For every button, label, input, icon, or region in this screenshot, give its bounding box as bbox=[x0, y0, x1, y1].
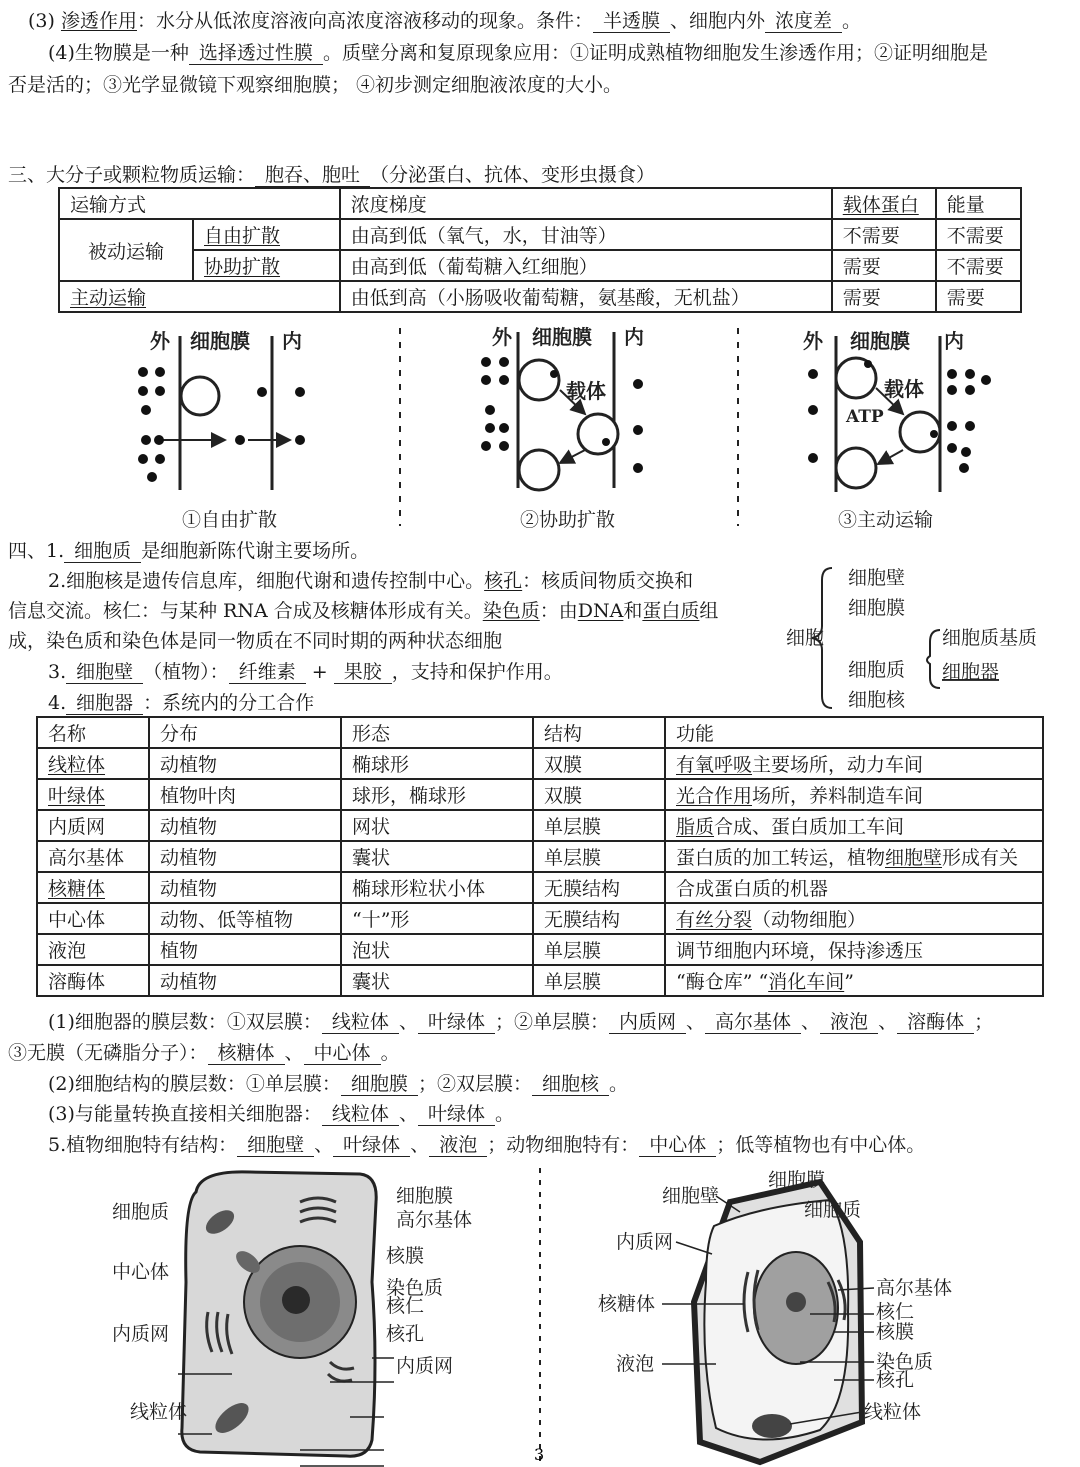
organelle-shape: 椭球形 bbox=[341, 748, 533, 779]
table-cell: 不需要 bbox=[936, 250, 1021, 281]
label-outer: 外 bbox=[803, 329, 823, 353]
para-biomembrane bbox=[48, 38, 988, 65]
organelle-function bbox=[665, 841, 1043, 872]
transport-table bbox=[58, 187, 1022, 313]
plant-label-er: 内质网 bbox=[616, 1231, 674, 1253]
organelle-struct: 单层膜 bbox=[533, 841, 665, 872]
page-number: 3 bbox=[534, 1445, 545, 1464]
table-cell: 由高到低（氧气，水，甘油等） bbox=[340, 219, 832, 250]
organelle-struct: 无膜结构 bbox=[533, 872, 665, 903]
organelle-table-header: 功能 bbox=[665, 717, 1043, 748]
organelle-dist: 动植物 bbox=[149, 841, 341, 872]
plant-cell bbox=[694, 1182, 862, 1462]
organelle-name bbox=[37, 903, 149, 934]
organelle-row bbox=[37, 965, 1043, 996]
para-cytoplasm bbox=[8, 536, 369, 563]
animal-label-er-right: 内质网 bbox=[396, 1355, 454, 1377]
text: ；②双层膜： bbox=[417, 1073, 532, 1095]
table-cell: 被动运输 bbox=[59, 219, 193, 281]
tree-membrane: 细胞膜 bbox=[848, 597, 906, 619]
plant-label-nucleolus: 核仁 bbox=[876, 1301, 915, 1323]
text: 。 bbox=[380, 1042, 400, 1064]
tree-nucleus: 细胞核 bbox=[848, 689, 906, 711]
answer-blank: 细胞壁 bbox=[66, 662, 143, 684]
label-membrane: 细胞膜 bbox=[532, 325, 592, 349]
text: 、 bbox=[686, 1011, 706, 1033]
text: 和 bbox=[623, 600, 643, 622]
table-cell: 需要 bbox=[832, 281, 936, 312]
plant-label-mitochondria: 线粒体 bbox=[864, 1401, 922, 1423]
text: “酶仓库” “ bbox=[676, 971, 769, 993]
label-membrane: 细胞膜 bbox=[850, 329, 910, 353]
text: (1)细胞器的膜层数：①双层膜： bbox=[48, 1011, 322, 1033]
text: ③无膜（无磷脂分子）： bbox=[8, 1042, 208, 1064]
animal-label-cytoplasm: 细胞质 bbox=[112, 1201, 170, 1223]
animal-label-er: 内质网 bbox=[112, 1323, 170, 1345]
text: ：由 bbox=[539, 600, 578, 622]
answer-blank: 细胞质 bbox=[64, 541, 141, 563]
text: 四、1. bbox=[8, 540, 65, 562]
answer-blank: 半透膜 bbox=[593, 11, 670, 33]
tree-matrix: 细胞质基质 bbox=[942, 627, 1038, 649]
animal-label-pore: 核孔 bbox=[386, 1323, 425, 1345]
para-organelles bbox=[48, 688, 314, 715]
text: (3)与能量转换直接相关细胞器： bbox=[48, 1103, 322, 1125]
text: 自由扩散 bbox=[204, 225, 281, 247]
table-cell bbox=[193, 250, 340, 281]
text: 调节细胞内环境，保持渗透压 bbox=[676, 940, 924, 962]
text: ，支持和保护作用。 bbox=[391, 661, 563, 683]
organelle-name bbox=[37, 810, 149, 841]
organelle-shape: 囊状 bbox=[341, 965, 533, 996]
organelle-table-header: 分布 bbox=[149, 717, 341, 748]
text: 消化车间 bbox=[768, 971, 845, 993]
plant-label-chromatin: 染色质 bbox=[876, 1351, 934, 1373]
term-osmosis: 渗透作用 bbox=[60, 10, 137, 32]
text: 主要场所，动力车间 bbox=[752, 754, 924, 776]
organelle-name bbox=[37, 841, 149, 872]
caption-active-transport: ③主动运输 bbox=[838, 509, 934, 530]
text: 液泡 bbox=[48, 940, 87, 962]
answer-blank: 叶绿体 bbox=[418, 1104, 495, 1126]
animal-label-nucleolus: 核仁 bbox=[386, 1295, 425, 1317]
animal-label-centrosome: 中心体 bbox=[112, 1261, 170, 1283]
text: 合成、蛋白质加工车间 bbox=[714, 816, 905, 838]
organelle-table-header: 形态 bbox=[341, 717, 533, 748]
organelle-row bbox=[37, 810, 1043, 841]
text: 协助扩散 bbox=[204, 256, 281, 278]
answer-blank: 细胞壁 bbox=[237, 1135, 314, 1157]
label-membrane: 细胞膜 bbox=[190, 329, 250, 353]
label-outer: 外 bbox=[492, 325, 512, 349]
text: 。 bbox=[494, 1103, 514, 1125]
organelle-function bbox=[665, 903, 1043, 934]
text: 、 bbox=[801, 1011, 821, 1033]
transport-diagrams bbox=[0, 318, 1080, 530]
organelle-table-header: 结构 bbox=[533, 717, 665, 748]
answer-blank: 中心体 bbox=[304, 1043, 381, 1065]
answer-blank: 果胶 bbox=[334, 662, 392, 684]
text: （动物细胞） bbox=[752, 909, 867, 931]
text: 细胞壁 bbox=[885, 847, 943, 869]
text: 、 bbox=[314, 1134, 334, 1156]
text: ：水分从低浓度溶液向高浓度溶液移动的现象。条件： bbox=[136, 10, 593, 32]
text: 蛋白质的加工转运，植物 bbox=[676, 847, 886, 869]
text: 信息交流。核仁：与某种 RNA 合成及核糖体形成有关。 bbox=[8, 600, 483, 622]
table-cell: 不需要 bbox=[832, 219, 936, 250]
answer-blank: 核糖体 bbox=[208, 1043, 285, 1065]
organelle-struct: 单层膜 bbox=[533, 934, 665, 965]
text: 高尔基体 bbox=[48, 847, 125, 869]
organelle-dist: 动物、低等植物 bbox=[149, 903, 341, 934]
text: 中心体 bbox=[48, 909, 106, 931]
text: 、 bbox=[398, 1103, 418, 1125]
organelle-function bbox=[665, 965, 1043, 996]
note-membrane-layers bbox=[48, 1007, 993, 1034]
table-cell: 不需要 bbox=[936, 219, 1021, 250]
organelle-table bbox=[36, 716, 1044, 997]
organelle-row bbox=[37, 903, 1043, 934]
label-inner: 内 bbox=[944, 329, 964, 353]
text: 线粒体 bbox=[48, 754, 106, 776]
text: + bbox=[311, 661, 328, 683]
answer-blank: 溶酶体 bbox=[897, 1012, 974, 1034]
answer-blank: 胞吞、胞吐 bbox=[255, 165, 370, 187]
answer-blank: 浓度差 bbox=[765, 11, 842, 33]
label-atp: ATP bbox=[846, 407, 884, 427]
section-heading-macromolecule bbox=[8, 160, 655, 187]
answer-blank: 选择透过性膜 bbox=[189, 43, 323, 65]
text: 有氧呼吸 bbox=[676, 754, 753, 776]
organelle-dist: 植物叶肉 bbox=[149, 779, 341, 810]
organelle-shape: 椭球形粒状小体 bbox=[341, 872, 533, 903]
text: (4)生物膜是一种 bbox=[48, 42, 189, 64]
text: 。 bbox=[608, 1073, 628, 1095]
plant-label-wall: 细胞壁 bbox=[662, 1185, 720, 1207]
text: (2)细胞结构的膜层数：①单层膜： bbox=[48, 1073, 341, 1095]
text: ：核质间物质交换和 bbox=[522, 570, 694, 592]
answer-blank: 高尔基体 bbox=[705, 1012, 801, 1034]
para-biomembrane-line2: 否是活的；③光学显微镜下观察细胞膜； ④初步测定细胞液浓度的大小。 bbox=[8, 74, 623, 96]
table-cell: 由低到高（小肠吸收葡萄糖，氨基酸，无机盐） bbox=[340, 281, 832, 312]
text: 。 bbox=[842, 10, 862, 32]
tree-cytoplasm: 细胞质 bbox=[848, 659, 906, 681]
text: 场所，养料制造车间 bbox=[752, 785, 924, 807]
animal-label-chromatin: 染色质 bbox=[386, 1277, 444, 1299]
animal-cell bbox=[178, 1172, 394, 1467]
organelle-shape: 网状 bbox=[341, 810, 533, 841]
plant-label-golgi: 高尔基体 bbox=[876, 1277, 953, 1299]
table-header: 运输方式 bbox=[59, 188, 340, 219]
answer-blank: 线粒体 bbox=[322, 1104, 399, 1126]
text: 形成有关 bbox=[942, 847, 1019, 869]
text: 、 bbox=[410, 1134, 430, 1156]
organelle-row bbox=[37, 872, 1043, 903]
text: 4. bbox=[48, 692, 67, 714]
text: 、 bbox=[284, 1042, 304, 1064]
plant-label-ribosome: 核糖体 bbox=[598, 1293, 656, 1315]
para-nucleus bbox=[48, 566, 693, 593]
text: 5.植物细胞特有结构： bbox=[48, 1134, 238, 1156]
note-energy-organelles bbox=[48, 1099, 514, 1126]
answer-blank: 细胞器 bbox=[66, 693, 143, 715]
answer-blank: 细胞核 bbox=[532, 1074, 609, 1096]
table-cell bbox=[59, 281, 340, 312]
term-chromatin: 染色质 bbox=[482, 600, 540, 622]
answer-blank: 液泡 bbox=[820, 1012, 878, 1034]
organelle-shape: 球形，椭球形 bbox=[341, 779, 533, 810]
organelle-struct: 无膜结构 bbox=[533, 903, 665, 934]
table-cell: 由高到低（葡萄糖入红细胞） bbox=[340, 250, 832, 281]
organelle-name bbox=[37, 965, 149, 996]
organelle-dist: 植物 bbox=[149, 934, 341, 965]
table-cell: 需要 bbox=[832, 250, 936, 281]
organelle-struct: 双膜 bbox=[533, 779, 665, 810]
tree-root: 细胞 bbox=[786, 627, 825, 649]
text: ：系统内的分工合作 bbox=[143, 692, 315, 714]
para-cell-wall bbox=[48, 657, 563, 684]
text: 2.细胞核是遗传信息库，细胞代谢和遗传控制中心。 bbox=[48, 570, 485, 592]
animal-label-mitochondria: 线粒体 bbox=[130, 1401, 188, 1423]
text: 、 bbox=[878, 1011, 898, 1033]
animal-label-nuclear-membrane: 核膜 bbox=[386, 1245, 425, 1267]
plant-label-cytoplasm: 细胞质 bbox=[804, 1199, 862, 1221]
note-no-membrane bbox=[8, 1038, 400, 1065]
organelle-dist: 动植物 bbox=[149, 748, 341, 779]
label-outer: 外 bbox=[150, 329, 170, 353]
organelle-dist: 动植物 bbox=[149, 810, 341, 841]
table-cell bbox=[193, 219, 340, 250]
organelle-shape: 泡状 bbox=[341, 934, 533, 965]
text: ；低等植物也有中心体。 bbox=[716, 1134, 926, 1156]
text: 是细胞新陈代谢主要场所。 bbox=[141, 540, 370, 562]
text: 主动运输 bbox=[70, 287, 147, 309]
organelle-function bbox=[665, 779, 1043, 810]
cell-structure-tree bbox=[780, 560, 1070, 720]
text: 核糖体 bbox=[48, 878, 106, 900]
text: ；②单层膜： bbox=[494, 1011, 609, 1033]
caption-free-diffusion: ①自由扩散 bbox=[182, 509, 278, 530]
organelle-function bbox=[665, 934, 1043, 965]
caption-facilitated-diffusion: ②协助扩散 bbox=[520, 509, 616, 530]
label-carrier: 载体 bbox=[884, 377, 924, 401]
text: 合成蛋白质的机器 bbox=[676, 878, 829, 900]
text: （植物）： bbox=[143, 661, 229, 683]
text: 组 bbox=[699, 600, 719, 622]
organelle-function bbox=[665, 872, 1043, 903]
answer-blank: 纤维素 bbox=[229, 662, 306, 684]
organelle-row bbox=[37, 779, 1043, 810]
text: 3. bbox=[48, 661, 67, 683]
text: 、细胞内外 bbox=[670, 10, 766, 32]
organelle-struct: 双膜 bbox=[533, 748, 665, 779]
animal-label-golgi: 高尔基体 bbox=[396, 1209, 473, 1231]
text: 脂质 bbox=[676, 816, 715, 838]
answer-blank: 内质网 bbox=[609, 1012, 686, 1034]
label-carrier: 载体 bbox=[566, 379, 606, 403]
organelle-row bbox=[37, 841, 1043, 872]
organelle-row bbox=[37, 748, 1043, 779]
organelle-struct: 单层膜 bbox=[533, 810, 665, 841]
text: ；动物细胞特有： bbox=[487, 1134, 640, 1156]
organelle-name bbox=[37, 748, 149, 779]
tree-organelle: 细胞器 bbox=[942, 661, 1000, 683]
plant-label-pore: 核孔 bbox=[876, 1369, 915, 1391]
organelle-dist: 动植物 bbox=[149, 965, 341, 996]
table-header: 能量 bbox=[936, 188, 1021, 219]
table-header bbox=[832, 188, 936, 219]
plant-label-membrane: 细胞膜 bbox=[768, 1169, 826, 1191]
text: 内质网 bbox=[48, 816, 106, 838]
tree-wall: 细胞壁 bbox=[848, 567, 906, 589]
cell-illustrations bbox=[0, 1162, 1080, 1467]
organelle-name bbox=[37, 872, 149, 903]
answer-blank: 线粒体 bbox=[322, 1012, 399, 1034]
organelle-shape: 囊状 bbox=[341, 841, 533, 872]
organelle-row bbox=[37, 934, 1043, 965]
text: 溶酶体 bbox=[48, 971, 106, 993]
organelle-shape: “十”形 bbox=[341, 903, 533, 934]
table-header: 浓度梯度 bbox=[340, 188, 832, 219]
answer-blank: 细胞膜 bbox=[341, 1074, 418, 1096]
animal-label-membrane: 细胞膜 bbox=[396, 1185, 454, 1207]
answer-blank: 叶绿体 bbox=[333, 1135, 410, 1157]
text: （分泌蛋白、抗体、变形虫摄食） bbox=[370, 164, 656, 186]
text: ； bbox=[974, 1011, 994, 1033]
organelle-name bbox=[37, 779, 149, 810]
plant-label-vacuole: 液泡 bbox=[616, 1353, 655, 1375]
para-nucleus-2 bbox=[8, 596, 718, 623]
note-cell-structure-layers bbox=[48, 1069, 628, 1096]
organelle-struct: 单层膜 bbox=[533, 965, 665, 996]
item-number: (3) bbox=[28, 10, 55, 32]
para-osmosis bbox=[28, 6, 861, 33]
organelle-dist: 动植物 bbox=[149, 872, 341, 903]
text: 有丝分裂 bbox=[676, 909, 753, 931]
text: 叶绿体 bbox=[48, 785, 106, 807]
term-protein: 蛋白质 bbox=[642, 600, 700, 622]
plant-label-nuclear-membrane: 核膜 bbox=[876, 1321, 915, 1343]
text: 光合作用 bbox=[676, 785, 753, 807]
answer-blank: 液泡 bbox=[429, 1135, 487, 1157]
label-inner: 内 bbox=[624, 325, 644, 349]
table-cell: 需要 bbox=[936, 281, 1021, 312]
text: 三、大分子或颗粒物质运输： bbox=[8, 164, 256, 186]
text: 载体蛋白 bbox=[842, 194, 919, 216]
text: ” bbox=[844, 971, 854, 993]
answer-blank: 叶绿体 bbox=[418, 1012, 495, 1034]
para-nucleus-3: 成，染色质和染色体是同一物质在不同时期的两种状态细胞 bbox=[8, 630, 503, 652]
organelle-name bbox=[37, 934, 149, 965]
organelle-function bbox=[665, 748, 1043, 779]
term-pore: 核孔 bbox=[484, 570, 523, 592]
text: 、 bbox=[398, 1011, 418, 1033]
organelle-table-header: 名称 bbox=[37, 717, 149, 748]
text: 。质壁分离和复原现象应用：①证明成熟植物细胞发生渗透作用；②证明细胞是 bbox=[322, 42, 988, 64]
label-inner: 内 bbox=[282, 329, 302, 353]
term-dna: DNA bbox=[577, 600, 624, 622]
note-plant-specific bbox=[48, 1130, 925, 1157]
answer-blank: 中心体 bbox=[639, 1135, 716, 1157]
organelle-function bbox=[665, 810, 1043, 841]
